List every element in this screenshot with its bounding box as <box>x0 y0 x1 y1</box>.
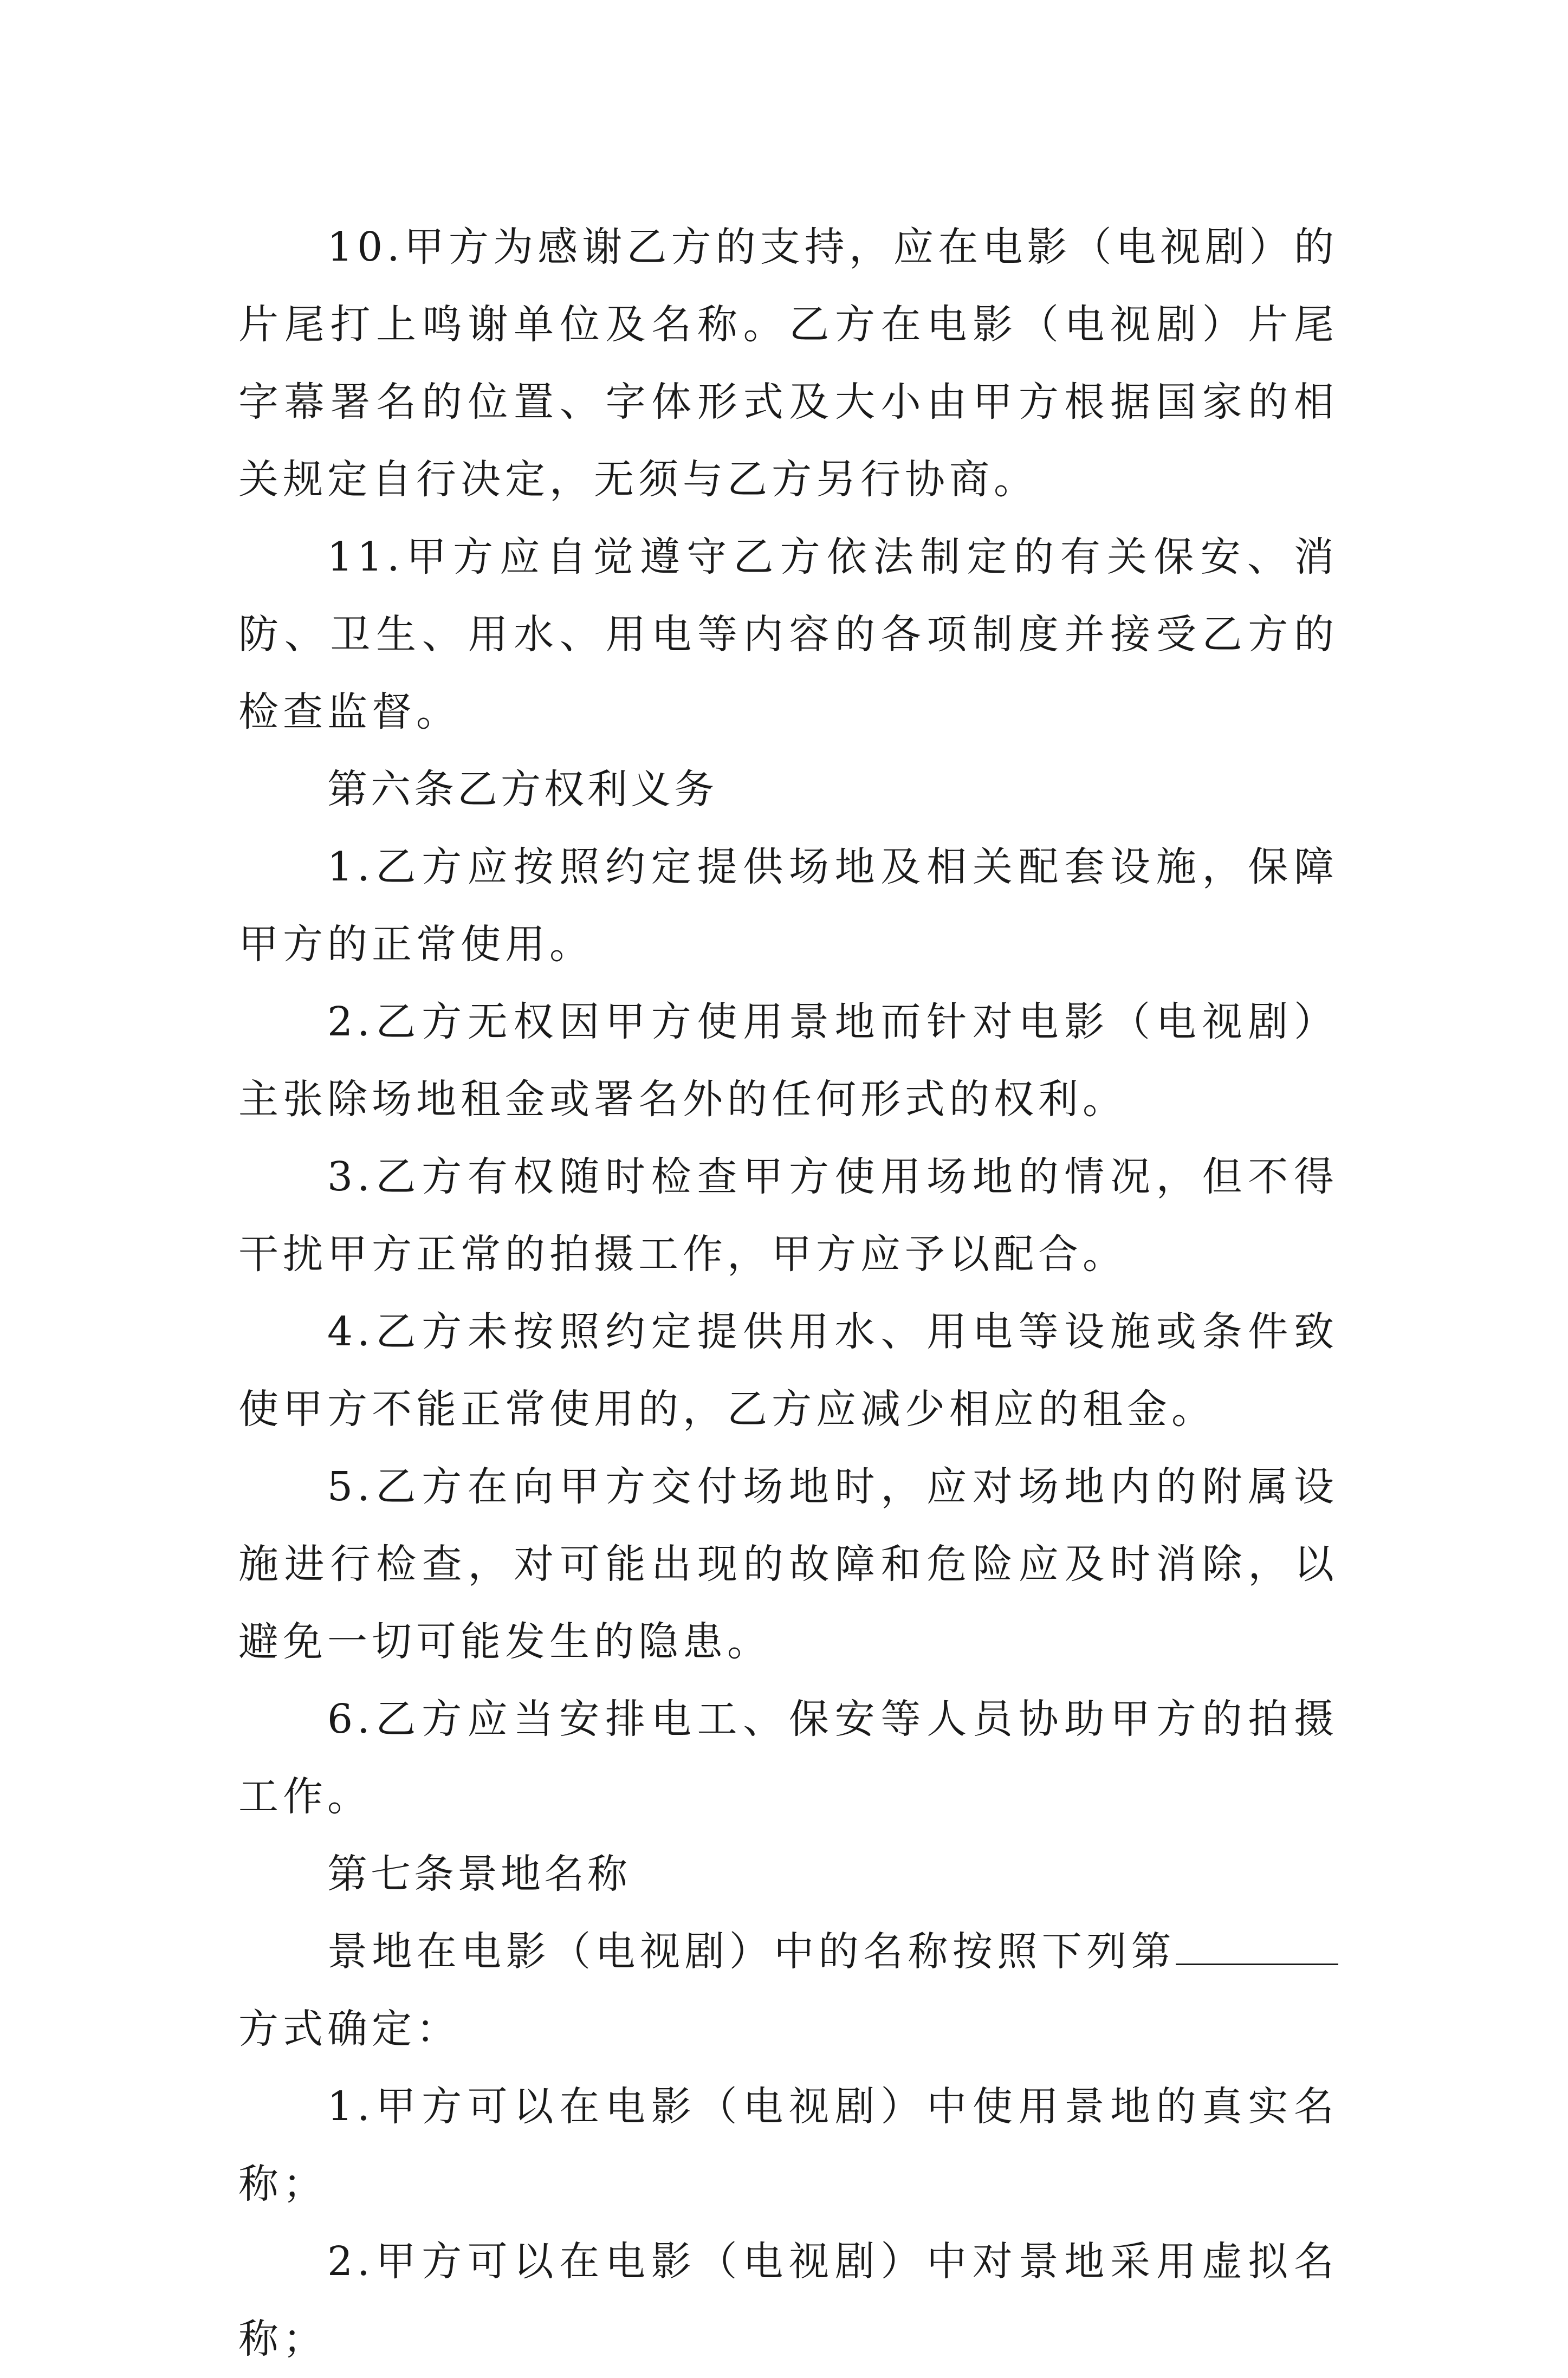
article-6-item-4: 4.乙方未按照约定提供用水、用电等设施或条件致使甲方不能正常使用的，乙方应减少相应的租金。 <box>238 1308 1338 1433</box>
fill-in-blank[interactable] <box>1176 1928 1338 1965</box>
article-6-item-6: 6.乙方应当安排电工、保安等人员协助甲方的拍摄工作。 <box>238 1696 1338 1820</box>
article-7-intro-text: 景地在电影（电视剧）中的名称按照下列第 <box>327 1928 1176 1975</box>
article-7-item-1: 1.甲方可以在电影（电视剧）中使用景地的真实名称； <box>238 2083 1338 2207</box>
clause-10: 10.甲方为感谢乙方的支持，应在电影（电视剧）的片尾打上鸣谢单位及名称。乙方在电影（电视剧）片尾字幕署名的位置、字体形式及大小由甲方根据国家的相关规定自行决定，无须与乙方另行协商。 <box>238 224 1338 503</box>
document-body <box>238 209 1338 2378</box>
article-7-item-2: 2.甲方可以在电影（电视剧）中对景地采用虚拟名称； <box>238 2238 1338 2362</box>
article-6-title: 第六条乙方权利义务 <box>327 766 717 813</box>
article-7-intro <box>238 1913 1338 2068</box>
article-7-title: 第七条景地名称 <box>327 1851 631 1897</box>
article-7-intro-suffix: 方式确定： <box>238 2006 461 2052</box>
article-6-item-1: 1.乙方应按照约定提供场地及相关配套设施，保障甲方的正常使用。 <box>238 844 1338 968</box>
article-6-item-5: 5.乙方在向甲方交付场地时，应对场地内的附属设施进行检查，对可能出现的故障和危险应及时消除，以避免一切可能发生的隐患。 <box>238 1463 1338 1665</box>
clause-11: 11.甲方应自觉遵守乙方依法制定的有关保安、消防、卫生、用水、用电等内容的各项制度并接受乙方的检查监督。 <box>238 534 1338 735</box>
article-6-item-3: 3.乙方有权随时检查甲方使用场地的情况，但不得干扰甲方正常的拍摄工作，甲方应予以配合。 <box>238 1154 1338 1278</box>
article-6-item-2: 2.乙方无权因甲方使用景地而针对电影（电视剧）主张除场地租金或署名外的任何形式的权利。 <box>238 999 1338 1123</box>
